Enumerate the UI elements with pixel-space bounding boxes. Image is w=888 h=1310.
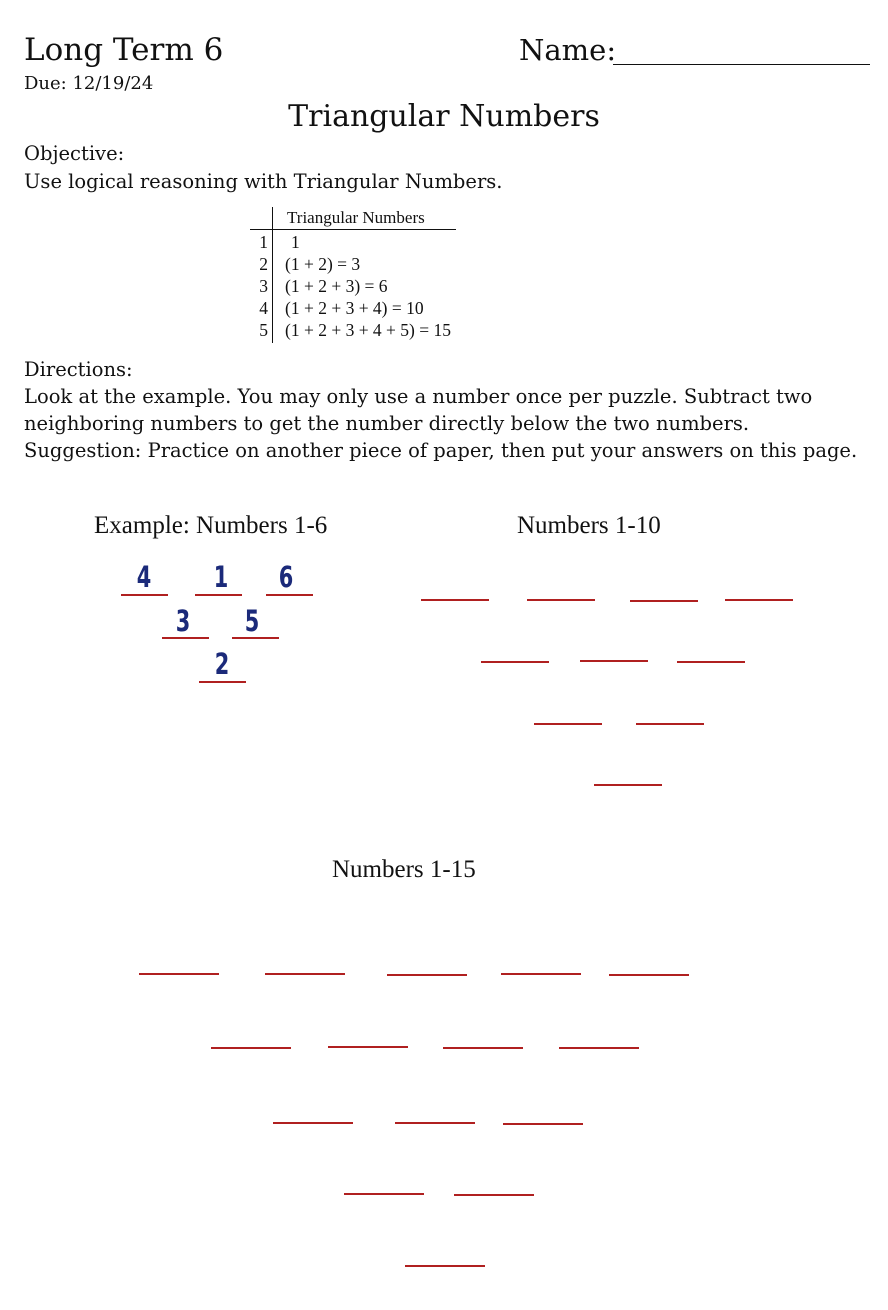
worksheet-header-title: Long Term 6 [24,32,224,68]
objective-text: Use logical reasoning with Triangular Numbers. [24,170,503,193]
example-number: 3 [175,604,191,638]
example-number: 2 [214,647,230,681]
example-blank [121,594,168,596]
table-row-index: 5 [259,320,268,340]
example-blank [162,637,209,639]
answer-blank[interactable] [139,973,219,975]
directions-line: Look at the example. You may only use a number once per puzzle. Subtract two [24,385,813,408]
answer-blank[interactable] [636,723,704,725]
directions-line: Suggestion: Practice on another piece of paper, then put your answers on this page. [24,439,858,462]
table-row-expression: (1 + 2 + 3) = 6 [285,276,388,296]
answer-blank[interactable] [630,600,698,602]
table-row-expression: (1 + 2 + 3 + 4 + 5) = 15 [285,320,452,340]
example-blank [266,594,313,596]
example-blank [195,594,242,596]
example-number: 6 [278,560,294,594]
answer-blank[interactable] [454,1194,534,1196]
answer-blank[interactable] [344,1193,424,1195]
answer-blank[interactable] [481,661,549,663]
name-label: Name: [519,33,617,67]
answer-blank[interactable] [387,974,467,976]
directions-label: Directions: [24,358,133,381]
answer-blank[interactable] [559,1047,639,1049]
page-title: Triangular Numbers [288,99,600,134]
table-row-expression: (1 + 2 + 3 + 4) = 10 [285,298,424,318]
answer-blank[interactable] [534,723,602,725]
example-number: 1 [213,560,229,594]
example-number: 5 [244,604,260,638]
answer-blank[interactable] [677,661,745,663]
table-row-expression: (1 + 2) = 3 [285,254,361,274]
table-row-index: 3 [259,276,268,296]
answer-blank[interactable] [328,1046,408,1048]
directions-line: neighboring numbers to get the number directly below the two numbers. [24,412,750,435]
table-row-index: 1 [259,232,268,252]
answer-blank[interactable] [265,973,345,975]
name-blank-line[interactable] [613,64,870,65]
answer-blank[interactable] [580,660,648,662]
answer-blank[interactable] [421,599,489,601]
answer-blank[interactable] [405,1265,485,1267]
puzzle-15-title: Numbers 1-15 [332,856,476,883]
example-number: 4 [136,560,152,594]
objective-label: Objective: [24,142,125,165]
example-title: Example: Numbers 1-6 [94,512,328,539]
answer-blank[interactable] [527,599,595,601]
table-row-expression: 1 [291,232,300,252]
table-horizontal-rule [250,229,456,230]
answer-blank[interactable] [594,784,662,786]
table-row-index: 2 [259,254,268,274]
directions-text [24,383,857,464]
answer-blank[interactable] [211,1047,291,1049]
puzzle-10-title: Numbers 1-10 [517,512,661,539]
answer-blank[interactable] [609,974,689,976]
example-blank [232,637,279,639]
answer-blank[interactable] [395,1122,475,1124]
due-date: Due: 12/19/24 [24,73,154,94]
table-header: Triangular Numbers [287,208,425,227]
answer-blank[interactable] [725,599,793,601]
table-row-index: 4 [259,298,268,318]
answer-blank[interactable] [273,1122,353,1124]
table-vertical-rule [272,207,273,343]
example-blank [199,681,246,683]
answer-blank[interactable] [443,1047,523,1049]
answer-blank[interactable] [503,1123,583,1125]
answer-blank[interactable] [501,973,581,975]
